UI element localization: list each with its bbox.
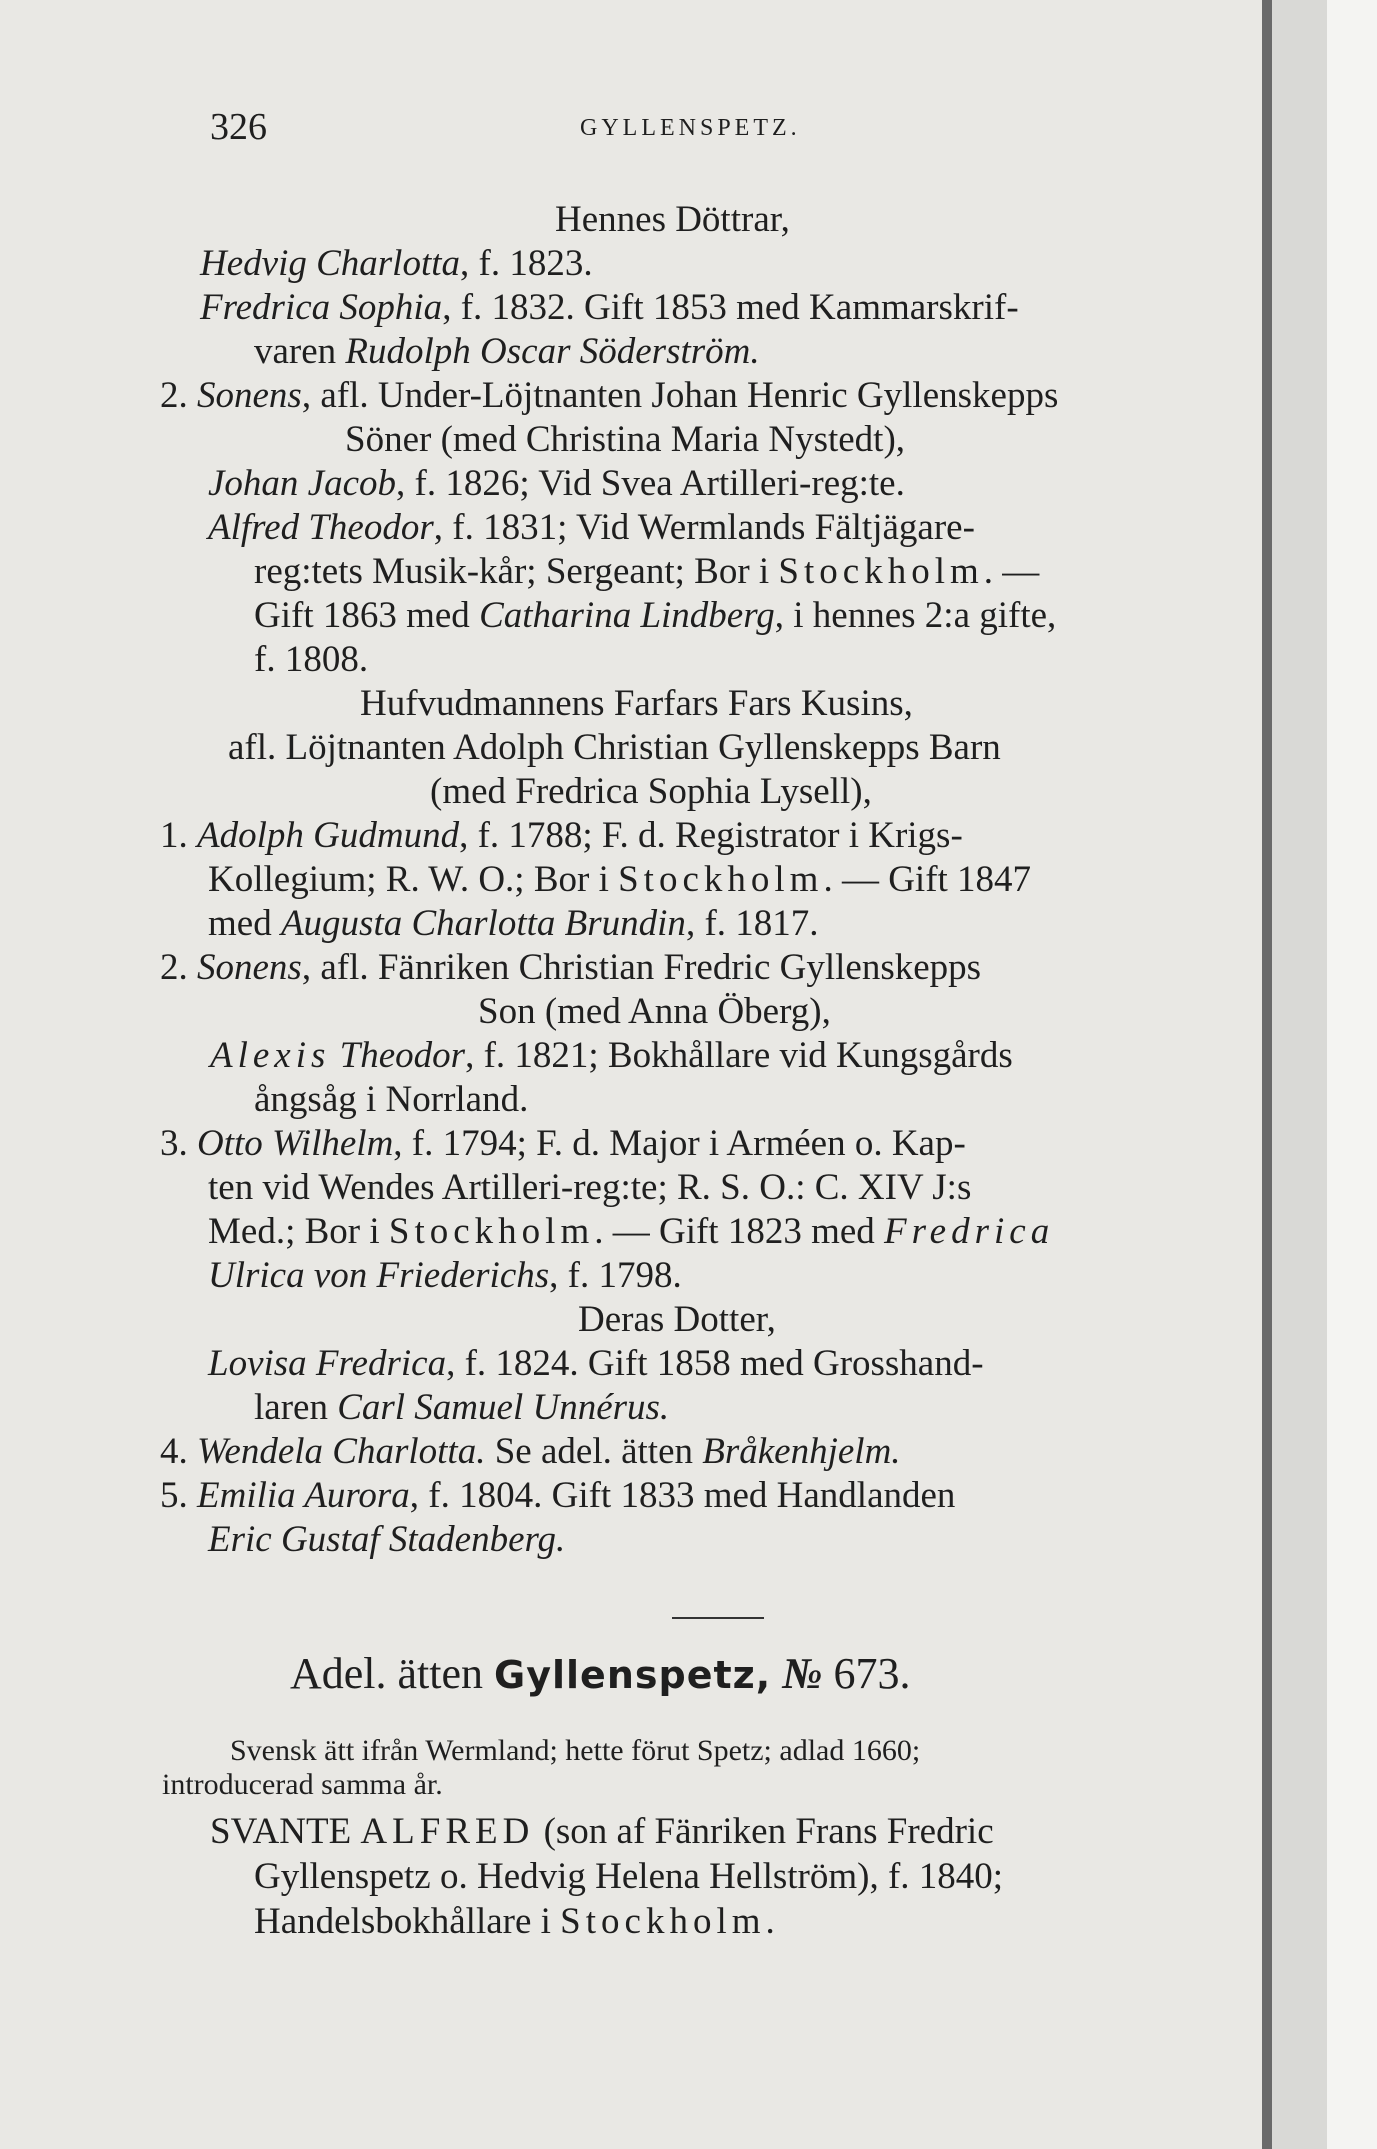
text-line-30 [160,1474,955,1518]
text-line-26 [578,1298,776,1342]
text-run: afl. Löjtnanten Adolph Christian Gyllenskepps Barn [228,727,1001,768]
text-line-23 [208,1166,971,1210]
text-run: Gyllenspetz o. Hedvig Helena Hellström), f. 1840; [254,1856,1004,1897]
text-line-12 [360,682,913,726]
text-run: , f. 1823. [460,243,593,284]
text-run: Augusta Charlotta Brundin [280,903,686,944]
number-sign: № [782,1649,823,1698]
text-run: , afl. Fänriken Christian Fredric Gyllenskepps [301,947,982,988]
text-run: , f. 1826; Vid Svea Artilleri-reg:te. [396,463,905,504]
text-run: Se adel. ätten [485,1431,703,1472]
text-run: Fredrica [884,1211,1055,1252]
text-line-21 [254,1078,528,1122]
text-run: Son (med Anna Öberg), [478,991,831,1032]
text-run: 2. [160,375,197,416]
text-run: Hufvudmannens Farfars Fars Kusins, [360,683,913,724]
text-run: Stockholm [778,551,984,592]
text-run: Bråkenhjelm. [702,1431,901,1472]
text-run: ten vid Wendes Artilleri-reg:te; R. S. O.: C. XIV J:s [208,1167,972,1208]
section-title-prefix: Adel. ätten [290,1649,495,1698]
text-run: , afl. Under-Löjtnanten Johan Henric Gyllenskepps [301,375,1059,416]
running-title: GYLLENSPETZ. [580,115,801,141]
text-run: varen [254,331,346,372]
text-run: Lovisa Fredrica [208,1343,447,1384]
text-run: 4. [160,1431,197,1472]
text-run: Ulrica von Friederichs [208,1255,550,1296]
text-run: (med Fredrica Sophia Lysell), [430,771,872,812]
text-run: , f. 1831; Vid Wermlands Fältjägare- [433,507,975,548]
text-run: f. 1808. [254,639,369,680]
entry-line-1 [210,1810,994,1854]
background-margin [1327,0,1377,2149]
text-line-14 [430,770,872,814]
section-title-name: Gyllenspetz, [494,1653,772,1697]
text-line-28 [254,1386,669,1430]
text-run: Eric Gustaf Stadenberg. [208,1519,566,1560]
text-run: Alexis [210,1035,331,1076]
text-run: . — [983,551,1040,592]
text-line-2 [200,242,593,286]
text-line-3 [200,286,1019,330]
text-run: Deras Dotter, [578,1299,776,1340]
text-run: Sonens [197,375,302,416]
intro-line-1: Svensk ätt ifrån Wermland; hette förut Spetz; adlad 1660; [230,1734,921,1767]
text-run: reg:tets Musik-kår; Sergeant; Bor i [254,551,779,592]
text-line-10 [254,594,1056,638]
text-run: Fredrica Sophia [200,287,443,328]
text-run: Sonens [197,947,302,988]
text-run: , f. 1824. Gift 1858 med Grosshand- [446,1343,984,1384]
text-line-5 [160,374,1058,418]
text-run: SVANTE [210,1811,361,1852]
book-edge [1272,0,1327,2149]
text-line-9 [254,550,1039,594]
text-line-13 [228,726,1001,770]
text-run: Theodor [330,1035,466,1076]
text-run: . [765,1901,775,1942]
text-run: Kollegium; R. W. O.; Bor i [208,859,619,900]
intro-line-2: introducerad samma år. [162,1768,443,1801]
text-line-11 [254,638,368,682]
text-line-8 [208,506,975,550]
text-run: , f. 1832. Gift 1853 med Kammarskrif- [442,287,1019,328]
section-divider [672,1617,764,1619]
text-run: Catharina Lindberg [479,595,775,636]
text-run: . — Gift 1847 [823,859,1032,900]
text-run: Söner (med Christina Maria Nystedt), [345,419,906,460]
text-run: , f. 1821; Bokhållare vid Kungsgårds [465,1035,1013,1076]
page-header [210,105,830,155]
text-run: , i hennes 2:a gifte, [774,595,1057,636]
text-line-22 [160,1122,966,1166]
text-line-20 [210,1034,1013,1078]
text-run: Gift 1863 med [254,595,480,636]
text-run: Rudolph Oscar Söderström. [345,331,760,372]
text-run: , f. 1794; F. d. Major i Arméen o. Kap- [393,1123,966,1164]
text-run: 1. [160,815,197,856]
page-number: 326 [210,106,267,148]
text-run: ångsåg i Norrland. [254,1079,529,1120]
text-run: 3. [160,1123,197,1164]
text-run: Stockholm [388,1211,595,1252]
text-run: Adolph Gudmund [197,815,460,856]
text-run: , f. 1804. Gift 1833 med Handlanden [409,1475,956,1516]
text-run: 2. [160,947,197,988]
section-number: 673. [822,1649,911,1698]
text-run: Johan Jacob [208,463,397,504]
text-run: med [208,903,281,944]
text-run: (son af Fänriken Frans Fredric [534,1811,994,1852]
text-line-31 [208,1518,565,1562]
text-line-4 [254,330,760,374]
section-title [290,1649,911,1698]
text-line-18 [160,946,981,990]
text-run: 5. [160,1475,197,1516]
text-line-25 [208,1254,682,1298]
text-run: Med.; Bor i [208,1211,389,1252]
text-line-19 [478,990,831,1034]
text-run: Wendela Charlotta. [197,1431,486,1472]
text-run: Carl Samuel Unnérus. [337,1387,670,1428]
text-run: Emilia Aurora [197,1475,410,1516]
text-run: Hedvig Charlotta [200,243,461,284]
text-run: Hennes Döttrar, [555,199,790,240]
text-run: Stockholm [560,1901,766,1942]
book-spine-shadow [1262,0,1272,2149]
text-run: Handelsbokhållare i [254,1901,561,1942]
text-line-17 [208,902,819,946]
text-run: ALFRED [360,1811,535,1852]
text-line-24 [208,1210,1054,1254]
text-line-29 [160,1430,901,1474]
text-run: Stockholm [618,859,824,900]
entry-line-3 [254,1900,775,1944]
text-line-16 [208,858,1031,902]
text-run: . — Gift 1823 med [594,1211,885,1252]
text-run: Otto Wilhelm [197,1123,394,1164]
entry-line-2 [254,1855,1003,1899]
text-line-1 [555,198,790,242]
text-run: Alfred Theodor [208,507,434,548]
text-run: , f. 1798. [549,1255,682,1296]
text-line-7 [208,462,905,506]
text-line-15 [160,814,963,858]
text-line-27 [208,1342,984,1386]
text-run: , f. 1817. [685,903,819,944]
text-line-6 [345,418,905,462]
text-run: laren [254,1387,338,1428]
text-run: , f. 1788; F. d. Registrator i Krigs- [459,815,963,856]
